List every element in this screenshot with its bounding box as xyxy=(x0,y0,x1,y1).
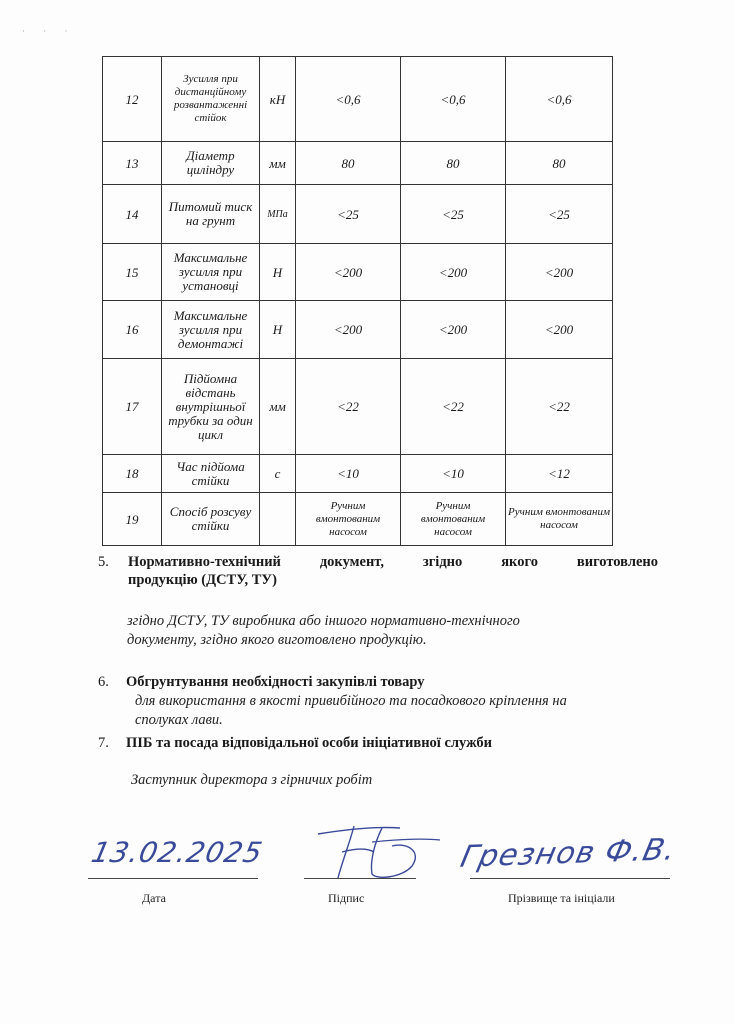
row-parameter: Зусилля при дистанційному розвантаженні стійок xyxy=(162,57,260,142)
row-value: <12 xyxy=(506,455,613,493)
row-number: 14 xyxy=(103,185,162,244)
row-value: <25 xyxy=(401,185,506,244)
row-value: <200 xyxy=(506,301,613,359)
table-row xyxy=(103,244,613,301)
row-parameter: Діаметр циліндру xyxy=(162,142,260,185)
table-row xyxy=(103,142,613,185)
handwritten-date: 13.02.2025 xyxy=(88,836,266,869)
row-value: <22 xyxy=(296,359,401,455)
row-value: <10 xyxy=(296,455,401,493)
section-5 xyxy=(98,553,658,589)
section-6 xyxy=(98,673,658,691)
row-unit: МПа xyxy=(260,185,296,244)
signature-mark xyxy=(312,822,442,882)
row-unit: с xyxy=(260,455,296,493)
row-number: 13 xyxy=(103,142,162,185)
section-7 xyxy=(98,734,658,752)
row-parameter: Спосіб розсуву стійки xyxy=(162,493,260,546)
body-line: сполуках лави. xyxy=(135,712,223,728)
section-number: 5. xyxy=(98,554,109,570)
table-row xyxy=(103,185,613,244)
section-7-body: Заступник директора з гірничих робіт xyxy=(131,772,373,788)
row-value: Ручним вмонтованим насосом xyxy=(506,493,613,546)
name-line xyxy=(470,878,670,879)
row-unit: Н xyxy=(260,301,296,359)
row-parameter: Питомий тиск на грунт xyxy=(162,185,260,244)
row-value: <200 xyxy=(296,244,401,301)
row-unit: кН xyxy=(260,57,296,142)
table-row xyxy=(103,57,613,142)
section-number: 6. xyxy=(98,674,109,690)
row-value: Ручним вмонтованим насосом xyxy=(401,493,506,546)
section-title: Нормативно-технічний документ, згідно якого виготовлено xyxy=(128,554,658,570)
body-line: документу, згідно якого виготовлено продукцію. xyxy=(127,632,427,648)
spec-table xyxy=(102,56,613,546)
row-number: 12 xyxy=(103,57,162,142)
row-value: <200 xyxy=(296,301,401,359)
row-value: <25 xyxy=(296,185,401,244)
row-parameter: Підйомна відстань внутрішньої трубки за один цикл xyxy=(162,359,260,455)
table-row xyxy=(103,493,613,546)
row-parameter: Максимальне зусилля при демонтажі xyxy=(162,301,260,359)
row-unit: мм xyxy=(260,359,296,455)
section-title: Обгрунтування необхідності закупівлі товару xyxy=(126,674,425,690)
row-parameter: Час підйома стійки xyxy=(162,455,260,493)
row-unit: Н xyxy=(260,244,296,301)
signature-line xyxy=(304,878,416,879)
row-value: <10 xyxy=(401,455,506,493)
table-row xyxy=(103,359,613,455)
date-label: Дата xyxy=(142,891,166,905)
row-value: <200 xyxy=(401,301,506,359)
section-number: 7. xyxy=(98,735,109,751)
row-value: Ручним вмонтованим насосом xyxy=(296,493,401,546)
date-line xyxy=(88,878,258,879)
handwritten-name: Грезнов Ф.В. xyxy=(457,832,680,875)
row-number: 19 xyxy=(103,493,162,546)
row-value: <0,6 xyxy=(401,57,506,142)
row-value: <25 xyxy=(506,185,613,244)
row-number: 16 xyxy=(103,301,162,359)
row-value: <200 xyxy=(401,244,506,301)
row-unit: мм xyxy=(260,142,296,185)
scan-artifact: · · · xyxy=(22,26,76,36)
section-5-body xyxy=(127,612,647,650)
body-line: згідно ДСТУ, ТУ виробника або іншого нормативно-технічного xyxy=(127,613,520,629)
row-value: <22 xyxy=(506,359,613,455)
row-value: <22 xyxy=(401,359,506,455)
row-value: 80 xyxy=(506,142,613,185)
row-unit xyxy=(260,493,296,546)
body-line: для використання в якості привибійного та посадкового кріплення на xyxy=(135,693,567,709)
row-number: 17 xyxy=(103,359,162,455)
signature-label: Підпис xyxy=(328,891,365,905)
row-value: <0,6 xyxy=(296,57,401,142)
row-parameter: Максимальне зусилля при установці xyxy=(162,244,260,301)
section-title: ПІБ та посада відповідальної особи ініціативної служби xyxy=(126,735,493,751)
table-row xyxy=(103,455,613,493)
section-6-body xyxy=(135,692,655,730)
row-value: 80 xyxy=(296,142,401,185)
row-value: 80 xyxy=(401,142,506,185)
section-title-cont: продукцію (ДСТУ, ТУ) xyxy=(128,572,277,588)
row-number: 18 xyxy=(103,455,162,493)
row-value: <0,6 xyxy=(506,57,613,142)
name-label: Прізвище та ініціали xyxy=(508,891,615,905)
table-row xyxy=(103,301,613,359)
row-number: 15 xyxy=(103,244,162,301)
row-value: <200 xyxy=(506,244,613,301)
